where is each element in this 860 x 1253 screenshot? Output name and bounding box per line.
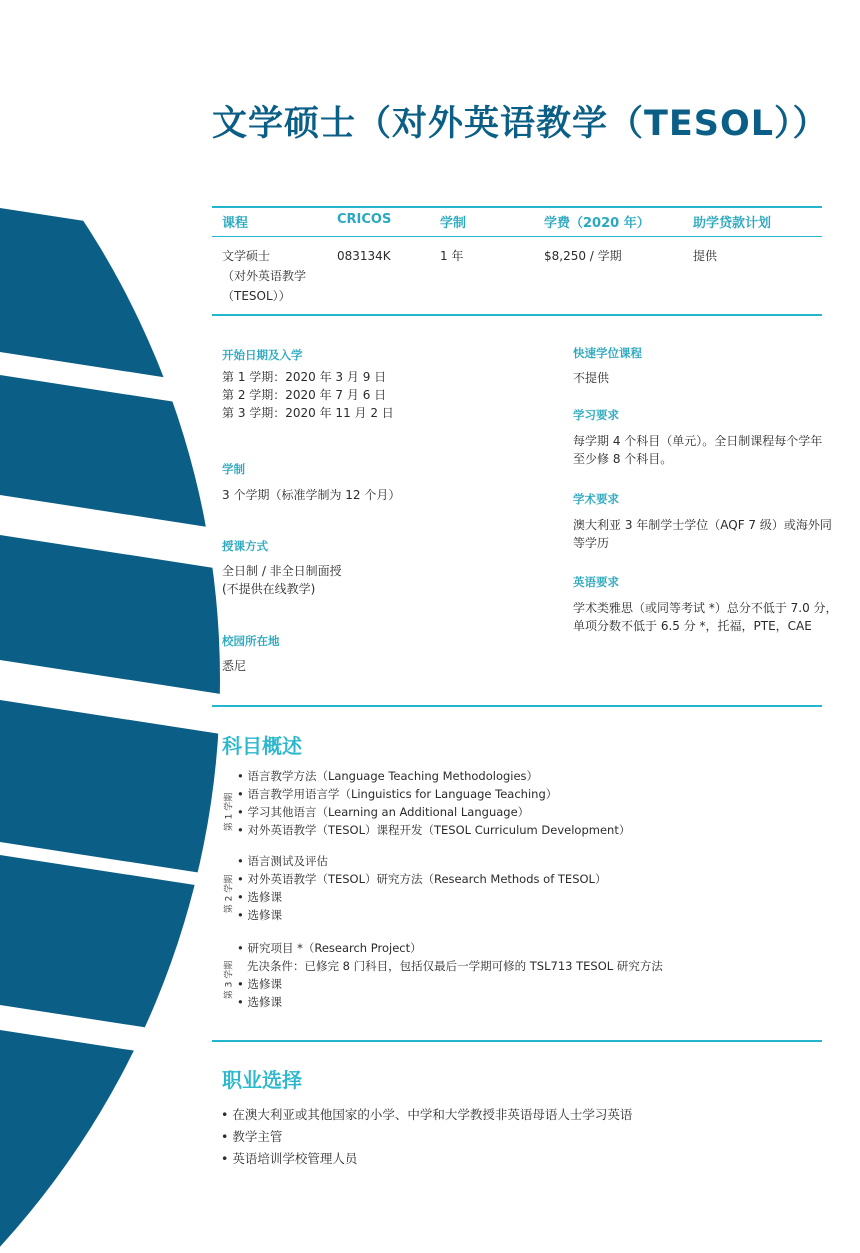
career-item-1: • 在澳大利亚或其他国家的小学、中学和大学教授非英语母语人士学习英语 (221, 1107, 633, 1122)
t2-subject-1: • 语言测试及评估 (237, 854, 328, 868)
trimester-1-tag: 第 1 学期 (224, 792, 235, 832)
t2-subject-2: • 对外英语教学（TESOL）研究方法（Research Methods of TESOL） (237, 872, 607, 886)
intake-label: 开始日期及入学 (222, 348, 303, 362)
t2-subject-4: • 选修课 (237, 908, 282, 922)
cell-cricos: 083134K (337, 249, 391, 263)
study-req-text: 每学期 4 个科目（单元）。全日制课程每个学年 至少修 8 个科目。 (573, 434, 823, 466)
header-loan: 助学贷款计划 (693, 216, 772, 231)
header-cricos: CRICOS (337, 212, 392, 227)
t1-subject-2: • 语言教学用语言学（Linguistics for Language Teaching） (237, 787, 558, 801)
t1-subject-4: • 对外英语教学（TESOL）课程开发（TESOL Curriculum Development） (237, 823, 631, 837)
subjects-heading: 科目概述 (222, 734, 302, 758)
career-item-2: • 教学主管 (221, 1129, 283, 1144)
intake-line-2: 第 2 学期：2020 年 7 月 6 日 (222, 388, 387, 402)
stripe-2 (0, 375, 260, 535)
stripe-3 (0, 535, 260, 700)
fast-track-text: 不提供 (573, 371, 610, 385)
trimester-3-tag: 第 3 学期 (224, 960, 235, 1000)
english-req-text: 学术类雅思（或同等考试 *）总分不低于 7.0 分， 单项分数不低于 6.5 分 *，托福，PTE，CAE (573, 601, 838, 633)
header-duration: 学制 (440, 216, 467, 231)
t1-subject-1: • 语言教学方法（Language Teaching Methodologies） (237, 769, 539, 783)
career-item-3: • 英语培训学校管理人员 (221, 1151, 358, 1166)
header-fee: 学费（2020 年） (544, 216, 650, 231)
t1-subject-3: • 学习其他语言（Learning an Additional Language） (237, 805, 530, 819)
subjects-rule (212, 705, 822, 707)
duration-label: 学制 (222, 462, 245, 476)
header-course: 课程 (222, 216, 249, 231)
table-top-rule (212, 206, 822, 208)
intake-line-3: 第 3 学期：2020 年 11 月 2 日 (222, 406, 394, 420)
t3-subject-4: • 选修课 (237, 995, 282, 1009)
t3-subject-3: • 选修课 (237, 977, 282, 991)
table-header-rule (212, 236, 822, 237)
academic-req-label: 学术要求 (573, 492, 619, 506)
academic-req-text: 澳大利亚 3 年制学士学位（AQF 7 级）或海外同 等学历 (573, 518, 832, 550)
campus-label: 校园所在地 (222, 634, 280, 648)
cell-course: 文学硕士 （对外英语教学 （TESOL）） (222, 249, 307, 303)
cell-fee: $8,250 / 学期 (544, 249, 622, 263)
careers-rule (212, 1040, 822, 1042)
careers-heading: 职业选择 (222, 1068, 302, 1092)
t2-subject-3: • 选修课 (237, 890, 282, 904)
intake-line-1: 第 1 学期：2020 年 3 月 9 日 (222, 370, 387, 384)
delivery-label: 授课方式 (222, 539, 268, 553)
cell-duration: 1 年 (440, 249, 464, 263)
cell-loan: 提供 (693, 249, 718, 263)
page-title: 文学硕士（对外英语教学（TESOL）） (212, 104, 829, 144)
campus-text: 悉尼 (222, 659, 247, 673)
t3-prerequisite: 先决条件：已修完 8 门科目，包括仅最后一学期可修的 TSL713 TESOL 研究方法 (247, 959, 663, 973)
fast-track-label: 快速学位课程 (573, 346, 642, 360)
duration-text: 3 个学期（标准学制为 12 个月） (222, 488, 401, 502)
trimester-2-tag: 第 2 学期 (224, 874, 235, 914)
study-req-label: 学习要求 (573, 408, 619, 422)
table-bottom-rule (212, 314, 822, 316)
english-req-label: 英语要求 (573, 575, 619, 589)
t3-subject-1: • 研究项目 *（Research Project） (237, 941, 422, 955)
delivery-text: 全日制 / 非全日制面授 (不提供在线教学) (222, 564, 342, 596)
